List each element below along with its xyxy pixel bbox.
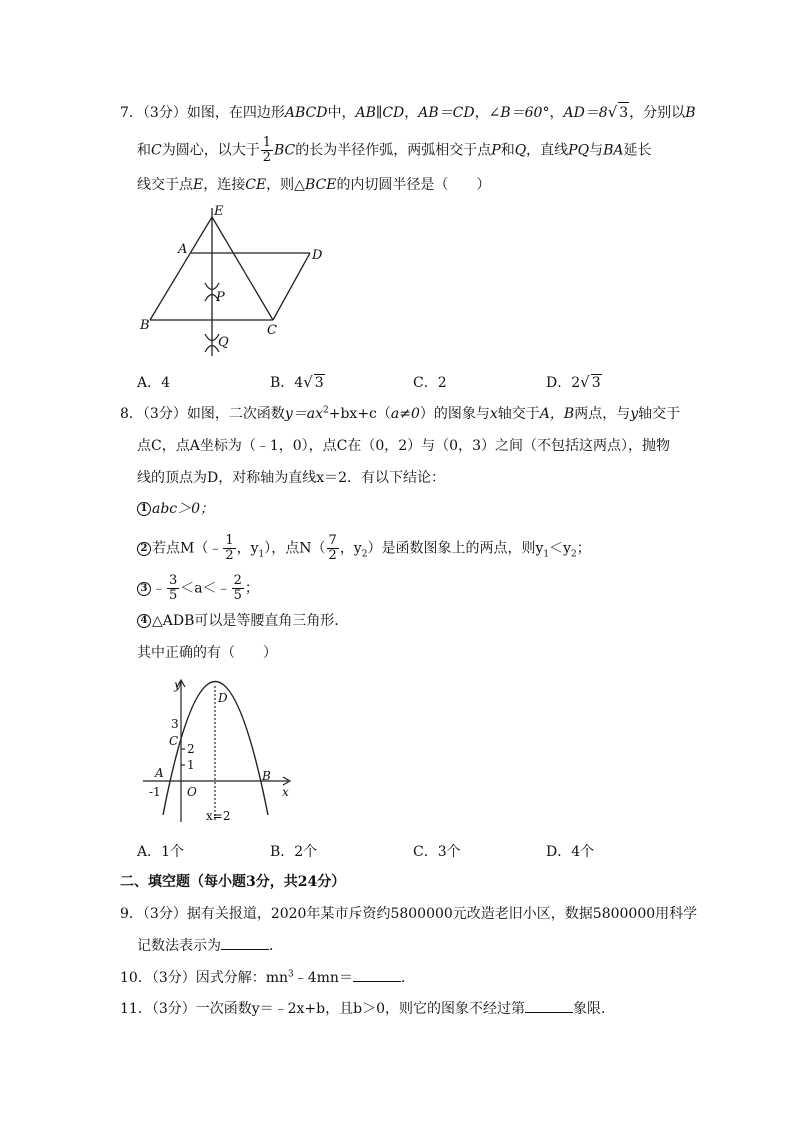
q8-conclusion-1: 1 abc＞0； [137, 499, 214, 519]
section-2-title: 二、填空题（每小题3分，共24分） [120, 874, 346, 890]
q8-option-c: C．3个 [413, 844, 461, 860]
graph-label-d: D [218, 691, 228, 705]
q8-line-3: 线的顶点为D，对称轴为直线x＝2．有以下结论： [137, 470, 446, 486]
q8-option-b: B．2个 [270, 844, 318, 860]
graph-label-axis-eq: x=2 [206, 809, 231, 823]
graph-label-a: A [155, 766, 164, 780]
q8-ask: 其中正确的有（ ） [137, 645, 277, 661]
graph-label-2: 2 [187, 742, 195, 756]
q10-blank [353, 967, 401, 982]
q11-line: 11．（3分）一次函数y＝﹣2x+b，且b＞0，则它的图象不经过第 象限． [120, 998, 615, 1019]
q9-line-2: 记数法表示为 ． [137, 935, 283, 956]
q8-graph [138, 672, 308, 832]
segment-be [150, 217, 212, 320]
graph-label-o: O [187, 785, 197, 799]
q9-blank [221, 935, 269, 950]
q7-option-c: C．2 [413, 375, 447, 391]
q8-conclusion-3: 3 ﹣ $\frac{3}{5}$ ＜a＜﹣ $\frac{2}{5}$ ； [137, 574, 259, 603]
segment-dc [273, 253, 310, 320]
q8-option-a: A．1个 [137, 844, 185, 860]
q7-line-3: 线交于点E，连接CE，则△BCE的内切圆半径是（ ） [137, 177, 491, 193]
q8-conclusion-4: 4 △ADB可以是等腰直角三角形． [137, 611, 348, 631]
graph-label-1: 1 [187, 758, 195, 772]
q8-option-d: D．4个 [546, 844, 595, 860]
q11-blank [525, 998, 573, 1013]
q8-line-1: 8．（3分）如图，二次函数$y=ax^2+bx+c(a\ne 0)$的图象与x轴交于A，B两点，与y轴交于 [120, 405, 681, 422]
label-d: D [312, 248, 323, 263]
graph-label-neg1: -1 [149, 785, 161, 799]
q10-line: 10．（3分）因式分解：$mn^3﹣4mn=$ ． [120, 967, 415, 988]
q8-line-2: 点C，点A坐标为（﹣1，0），点C在（0，2）与（0，3）之间（不包括这两点），抛物 [137, 438, 670, 454]
q7-option-d: D．2√ 3 [546, 373, 601, 391]
label-a: A [178, 242, 188, 257]
graph-label-3: 3 [171, 717, 179, 731]
q7-line-2: 和C为圆心，以大于 $\frac{1}{2}$ BC的长为半径作弧，两弧相交于点P和Q，直线PQ与BA延长 [137, 135, 652, 165]
graph-label-c: C [169, 734, 179, 748]
label-e: E [214, 204, 224, 219]
label-b: B [140, 318, 150, 333]
graph-label-b: B [262, 769, 271, 783]
q7-option-a: A．4 [137, 375, 171, 391]
fraction-one-half: $\frac{1}{2}$ [262, 135, 271, 165]
q7-line-1: 7．（3分）如图，在四边形ABCD中，AB∥CD，AB＝CD，∠B＝60°，AD＝8√ 3，分别以B [120, 103, 696, 121]
q8-conclusion-2: 2 若点M（﹣ $\frac{1}{2}$ ，$y_1$），点N（ $\frac{7}{2}$ ，$y_2$）是函数图象上的两点，则$y_1<y_2$； [137, 534, 591, 563]
graph-label-x: x [282, 785, 289, 799]
q7-figure [130, 198, 340, 368]
graph-label-y: y [174, 678, 181, 692]
label-c: C [267, 323, 277, 338]
q7-option-b: B．4√ 3 [270, 373, 324, 391]
q9-line-1: 9．（3分）据有关报道，2020年某市斥资约5800000元改造老旧小区，数据5800000用科学 [120, 906, 698, 922]
label-q: Q [218, 335, 229, 350]
label-p: P [216, 290, 225, 305]
